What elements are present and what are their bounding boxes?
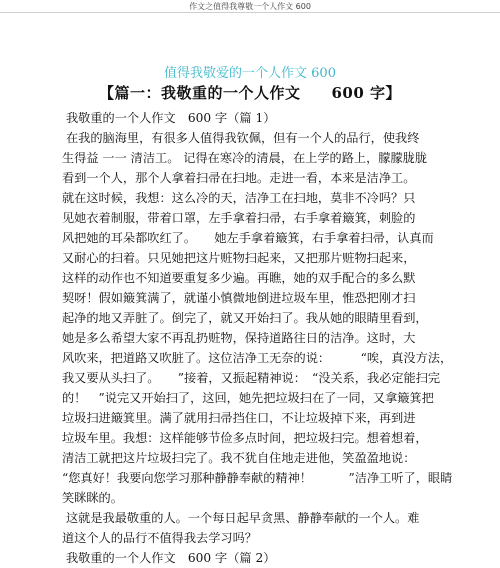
paragraph-line: 我敬重的一个人作文 600 字（篇 2） bbox=[66, 551, 276, 565]
paragraph-line: 垃圾扫进簸箕里。满了就用扫帚挡住口，不让垃圾掉下来，再到进 bbox=[62, 411, 416, 425]
paragraph-line: 这样的动作也不知道要重复多少遍。再瞧，她的双手配合的多么默 bbox=[62, 271, 416, 285]
paragraph-line: 见她衣着制服，带着口罩，左手拿着扫帚，右手拿着簸箕，刺脸的 bbox=[62, 211, 416, 225]
paragraph-line: 又耐心的扫着。只见她把这片赃物扫起来，又把那片赃物扫起来， bbox=[62, 251, 416, 265]
paragraph-line: 清洁工就把这片垃圾扫完了。我不犹自住地走进他，笑盈盈地说： bbox=[62, 451, 416, 465]
paragraph-line: 契呀！假如簸箕满了，就谨小慎微地倒进垃圾车里，惟恐把刚才扫 bbox=[62, 291, 416, 305]
paragraph-line: 这就是我最敬重的人。一个每日起早贪黑、静静奉献的一个人。难 bbox=[66, 511, 420, 525]
paragraph-line: 风把她的耳朵都吹红了。 她左手拿着簸箕，右手拿着扫帚，认真而 bbox=[62, 231, 434, 245]
header-text: 作文之值得我尊敬一个人作文 600 bbox=[189, 2, 311, 11]
paragraph-line: 垃圾车里。我想：这样能够节俭多点时间，把垃圾扫完。想着想着， bbox=[62, 431, 428, 445]
section-heading: 【篇一：我敬重的一个人作文 600 字】 bbox=[98, 84, 402, 102]
paragraph-line: 看到一个人，那个人拿着扫帚在扫地。走进一看，本来是洁净工。 bbox=[62, 171, 416, 185]
paragraph-line: 我又要从头扫了。 ”接着，又振起精神说： “没关系，我必定能扫完 bbox=[62, 371, 441, 385]
paragraph-line: 笑眯眯的。 bbox=[62, 491, 123, 505]
document-title: 值得我敬爱的一个人作文 600 bbox=[164, 66, 336, 81]
paragraph-line: “您真好！我要向您学习那种静静奉献的精神！ ”洁净工听了，眼睛 bbox=[62, 471, 453, 485]
paragraph-line: 起净的地又弄脏了。倒完了，就又开始扫了。我从她的眼睛里看到， bbox=[62, 311, 428, 325]
paragraph-line: 在我的脑海里，有很多人值得我钦佩，但有一个人的品行，使我终 bbox=[66, 131, 420, 145]
paragraph-line: 风吹来，把道路又吹脏了。这位洁净工无奈的说： “唉，真没方法， bbox=[62, 351, 453, 365]
paragraph-line: 的！ ”说完又开始扫了，这回，她先把垃圾扫在了一同，又拿簸箕把 bbox=[62, 391, 434, 405]
paragraph-line: 我敬重的一个人作文 600 字（篇 1） bbox=[66, 111, 276, 125]
paragraph-line: 生得益 一一 清洁工。 记得在寒冷的清晨，在上学的路上，朦朦胧胧 bbox=[62, 151, 428, 165]
paragraph-line: 她是多么希望大家不再乱扔赃物，保持道路往日的洁净。这时，大 bbox=[62, 331, 416, 345]
paragraph-line: 道这个人的品行不值得我去学习吗？ bbox=[62, 531, 257, 545]
paragraph-line: 就在这时候，我想：这么冷的天，洁净工在扫地，莫非不冷吗？只 bbox=[62, 191, 416, 205]
